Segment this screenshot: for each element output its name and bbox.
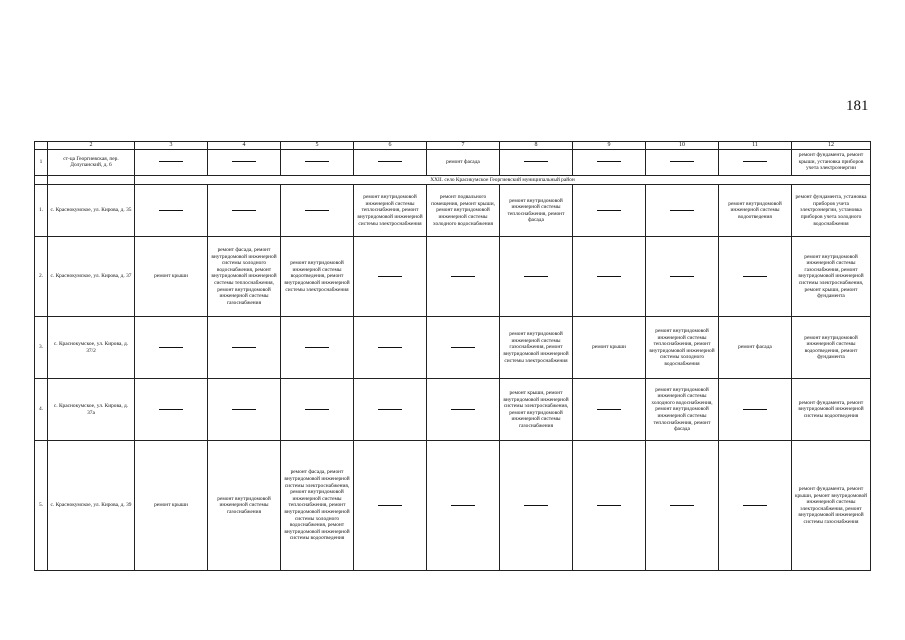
- empty-cell: [427, 317, 500, 379]
- empty-cell: [354, 379, 427, 441]
- row-number: 1.: [35, 185, 48, 237]
- rows-body: [35, 185, 871, 571]
- dash-mark: [232, 409, 256, 410]
- dash-mark: [305, 409, 329, 410]
- work-cell: ремонт внутридомовой инженерной системы теплоснабжения, ремонт внутридомовой инженерной системы холодного водоснабжения: [646, 317, 719, 379]
- dash-mark: [743, 276, 767, 277]
- dash-mark: [232, 210, 256, 211]
- empty-cell: [281, 185, 354, 237]
- dash-mark: [597, 409, 621, 410]
- dash-mark: [597, 276, 621, 277]
- table-row: [35, 379, 871, 441]
- dash-mark: [159, 409, 183, 410]
- empty-cell: [500, 237, 573, 317]
- empty-cell: [208, 317, 281, 379]
- dash-mark: [305, 161, 329, 162]
- empty-cell: [719, 149, 792, 175]
- header-cell: 5: [281, 142, 354, 150]
- dash-mark: [597, 505, 621, 506]
- row-number: 1: [35, 149, 48, 175]
- work-cell: ремонт подвального помещения, ремонт крыши, ремонт внутридомовой инженерной системы холодного водоснабжения: [427, 185, 500, 237]
- dash-mark: [743, 505, 767, 506]
- work-cell: ремонт внутридомовой инженерной системы водоотведения: [719, 185, 792, 237]
- dash-mark: [159, 161, 183, 162]
- row-address: с. Краснокумское, ул. Кирова, д. 39: [48, 441, 135, 571]
- empty-cell: [573, 185, 646, 237]
- header-cell: 9: [573, 142, 646, 150]
- header-cell: 3: [135, 142, 208, 150]
- work-cell: ремонт крыши: [573, 317, 646, 379]
- empty-cell: [135, 317, 208, 379]
- work-cell: ремонт внутридомовой инженерной системы теплоснабжения, ремонт внутридомовой инженерной системы электроснабжения: [354, 185, 427, 237]
- empty-cell: [354, 441, 427, 571]
- empty-cell: [646, 237, 719, 317]
- section-spacer: [35, 175, 48, 185]
- empty-cell: [281, 317, 354, 379]
- dash-mark: [159, 347, 183, 348]
- row-number: 2.: [35, 237, 48, 317]
- empty-cell: [354, 317, 427, 379]
- header-cell: 2: [48, 142, 135, 150]
- section-row: [35, 175, 871, 185]
- table-row: [35, 317, 871, 379]
- empty-cell: [646, 149, 719, 175]
- dash-mark: [524, 161, 548, 162]
- empty-cell: [500, 441, 573, 571]
- header-cell: 8: [500, 142, 573, 150]
- empty-cell: [719, 441, 792, 571]
- empty-cell: [427, 237, 500, 317]
- dash-mark: [159, 210, 183, 211]
- row-number: 3.: [35, 317, 48, 379]
- empty-cell: [500, 149, 573, 175]
- empty-cell: [573, 379, 646, 441]
- work-cell: ремонт внутридомовой инженерной системы холодного водоснабжения, ремонт внутридомовой инженерной системы теплоснабжения, ремонт фасада: [646, 379, 719, 441]
- empty-cell: [208, 379, 281, 441]
- empty-cell: [281, 379, 354, 441]
- header-cell: 11: [719, 142, 792, 150]
- row-address: с. Краснокумское, ул. Кирова, д. 37: [48, 237, 135, 317]
- empty-cell: [354, 149, 427, 175]
- work-cell: ремонт фундамента, ремонт внутридомовой инженерной системы водоотведения: [792, 379, 871, 441]
- repair-schedule-table: [34, 141, 871, 571]
- row-address: с. Краснокумское, ул. Кирова, д. 35: [48, 185, 135, 237]
- work-cell: ремонт внутридомовой инженерной системы газоснабжения, ремонт внутридомовой инженерной системы электроснабжения: [500, 317, 573, 379]
- dash-mark: [670, 210, 694, 211]
- header-cell: 4: [208, 142, 281, 150]
- work-cell: ремонт крыши: [135, 441, 208, 571]
- table-row: [35, 185, 871, 237]
- work-cell: ремонт внутридомовой инженерной системы водоотведения, ремонт фундамента: [792, 317, 871, 379]
- empty-cell: [427, 379, 500, 441]
- work-cell: ремонт фасада: [427, 149, 500, 175]
- work-cell: ремонт крыши, ремонт внутридомовой инженерной системы электроснабжения, ремонт внутридомовой инженерной системы газоснабжения: [500, 379, 573, 441]
- empty-cell: [135, 379, 208, 441]
- row-address: с. Краснокумское, ул. Кирова, д. 37/2: [48, 317, 135, 379]
- dash-mark: [232, 347, 256, 348]
- dash-mark: [670, 161, 694, 162]
- empty-cell: [646, 185, 719, 237]
- work-cell: ремонт фасада: [719, 317, 792, 379]
- dash-mark: [378, 505, 402, 506]
- dash-mark: [232, 161, 256, 162]
- work-cell: ремонт внутридомовой инженерной системы газоснабжения: [208, 441, 281, 571]
- row-number: 5.: [35, 441, 48, 571]
- header-cell: 10: [646, 142, 719, 150]
- dash-mark: [743, 409, 767, 410]
- table-row: [35, 237, 871, 317]
- row-address: с. Краснокумское, ул. Кирова, д. 37а: [48, 379, 135, 441]
- section-title: XXII. село Красикумское Георгиевский муниципальный район: [135, 175, 871, 185]
- work-cell: ремонт крыши: [135, 237, 208, 317]
- empty-cell: [719, 237, 792, 317]
- empty-cell: [573, 149, 646, 175]
- header-cell: 12: [792, 142, 871, 150]
- work-cell: ремонт фундамента, установка приборов учета электроэнергии, установка приборов учета холодного водоснабжения: [792, 185, 871, 237]
- dash-mark: [597, 161, 621, 162]
- table-row: [35, 149, 871, 175]
- dash-mark: [451, 347, 475, 348]
- row-number: 4.: [35, 379, 48, 441]
- dash-mark: [451, 409, 475, 410]
- header-cell: [35, 142, 48, 150]
- dash-mark: [743, 161, 767, 162]
- dash-mark: [378, 409, 402, 410]
- empty-cell: [646, 441, 719, 571]
- dash-mark: [378, 347, 402, 348]
- empty-cell: [135, 185, 208, 237]
- dash-mark: [305, 210, 329, 211]
- work-cell: ремонт внутридомовой инженерной системы газоснабжения, ремонт внутридомовой инженерной системы электроснабжения, ремонт крыши, ремонт фундамента: [792, 237, 871, 317]
- dash-mark: [378, 276, 402, 277]
- empty-cell: [573, 441, 646, 571]
- dash-mark: [305, 347, 329, 348]
- empty-cell: [719, 379, 792, 441]
- empty-cell: [208, 149, 281, 175]
- empty-cell: [573, 237, 646, 317]
- header-row: [35, 142, 871, 150]
- empty-cell: [135, 149, 208, 175]
- work-cell: ремонт фундамента, ремонт крыши, ремонт внутридомовой инженерной системы электроснабжения, ремонт внутридомовой инженерной системы газоснабжения: [792, 441, 871, 571]
- empty-cell: [354, 237, 427, 317]
- work-cell: ремонт фасада, ремонт внутридомовой инженерной системы электроснабжения, ремонт внутридомовой инженерной системы теплоснабжения, ремонт внутридомовой инженерной системы холодного водоснабжения, ремонт внутридомовой инженерной системы водоотведения: [281, 441, 354, 571]
- page-number: 181: [846, 98, 869, 114]
- dash-mark: [451, 276, 475, 277]
- empty-cell: [427, 441, 500, 571]
- dash-mark: [451, 505, 475, 506]
- dash-mark: [597, 210, 621, 211]
- empty-cell: [281, 149, 354, 175]
- section-spacer: [48, 175, 135, 185]
- work-cell: ремонт фундамента, ремонт крыши, установка приборов учета электроэнергии: [792, 149, 871, 175]
- work-cell: ремонт внутридомовой инженерной системы теплоснабжения, ремонт фасада: [500, 185, 573, 237]
- table-row: [35, 441, 871, 571]
- row-address: ст-ца Георгиевская, пер. Долупанский, д. 6: [48, 149, 135, 175]
- header-cell: 6: [354, 142, 427, 150]
- dash-mark: [670, 276, 694, 277]
- empty-cell: [208, 185, 281, 237]
- work-cell: ремонт фасада, ремонт внутридомовой инженерной системы холодного водоснабжения, ремонт внутридомовой инженерной системы теплоснабжения, ремонт внутридомовой инженерной системы газоснабжения: [208, 237, 281, 317]
- dash-mark: [524, 276, 548, 277]
- work-cell: ремонт внутридомовой инженерной системы водоотведения, ремонт внутридомовой инженерной системы электроснабжения: [281, 237, 354, 317]
- dash-mark: [670, 505, 694, 506]
- dash-mark: [524, 505, 548, 506]
- header-cell: 7: [427, 142, 500, 150]
- dash-mark: [378, 161, 402, 162]
